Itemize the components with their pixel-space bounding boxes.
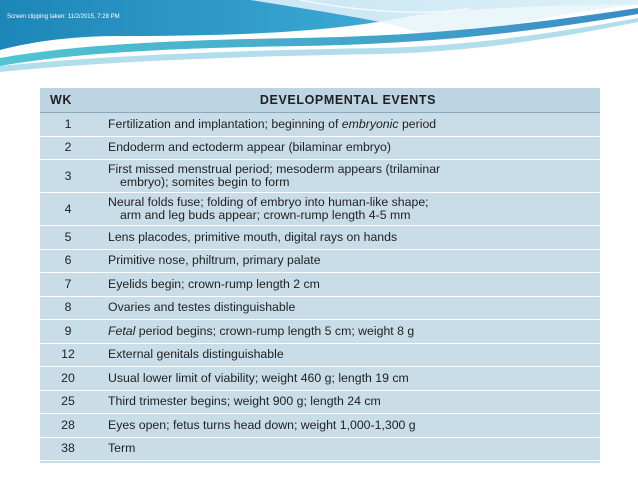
event-cell [96,320,600,344]
event-cell: Third trimester begins; weight 900 g; length 24 cm [96,390,600,414]
event-line-2: arm and leg buds appear; crown-rump length 4-5 mm [120,208,411,222]
table-row [40,193,600,226]
event-emphasis: Fetal [108,323,136,338]
table-row [40,367,600,391]
week-cell: 7 [40,273,96,297]
event-cell: Usual lower limit of viability; weight 460 g; length 19 cm [96,367,600,391]
event-cell [96,160,600,193]
event-emphasis: embryonic [341,116,399,131]
week-cell: 5 [40,226,96,250]
table-header-row [40,88,600,113]
week-cell: 3 [40,160,96,193]
event-cell: Term [96,437,600,461]
event-cell: External genitals distinguishable [96,343,600,367]
event-text-tail: period begins; crown-rump length 5 cm; weight 8 g [135,323,415,338]
table-row [40,390,600,414]
event-cell [96,113,600,137]
week-cell: 9 [40,320,96,344]
table-row [40,160,600,193]
table-row [40,437,600,461]
event-text: Fertilization and implantation; beginning of [108,116,342,131]
week-cell: 8 [40,296,96,320]
event-cell: Primitive nose, philtrum, primary palate [96,249,600,273]
table-row [40,113,600,137]
week-cell: 38 [40,437,96,461]
header-swoosh-banner [0,0,638,80]
event-cell: Endoderm and ectoderm appear (bilaminar embryo) [96,136,600,160]
event-cell: Ovaries and testes distinguishable [96,296,600,320]
week-cell: 2 [40,136,96,160]
events-column-header: DEVELOPMENTAL EVENTS [96,88,600,113]
week-cell: 1 [40,113,96,137]
table-row [40,414,600,438]
week-cell: 25 [40,390,96,414]
week-column-header: WK [40,88,96,113]
event-cell: Eyes open; fetus turns head down; weight 1,000-1,300 g [96,414,600,438]
event-cell [96,193,600,226]
table-row [40,320,600,344]
event-line-1: Neural folds fuse; folding of embryo into human-like shape; [108,195,429,209]
screen-clipping-note: Screen clipping taken: 11/2/2015, 7:28 PM [7,14,120,20]
week-cell: 6 [40,249,96,273]
table-row [40,273,600,297]
event-cell: Lens placodes, primitive mouth, digital rays on hands [96,226,600,250]
event-text-tail: period [398,116,437,131]
week-cell: 28 [40,414,96,438]
week-cell: 4 [40,193,96,226]
event-line-2: embryo); somites begin to form [120,175,290,189]
table-row [40,226,600,250]
week-cell: 20 [40,367,96,391]
table-row [40,296,600,320]
table-row [40,136,600,160]
developmental-events-table [40,88,600,463]
table-row [40,343,600,367]
table-row [40,249,600,273]
week-cell: 12 [40,343,96,367]
event-cell: Eyelids begin; crown-rump length 2 cm [96,273,600,297]
event-line-1: First missed menstrual period; mesoderm appears (trilaminar [108,162,441,176]
